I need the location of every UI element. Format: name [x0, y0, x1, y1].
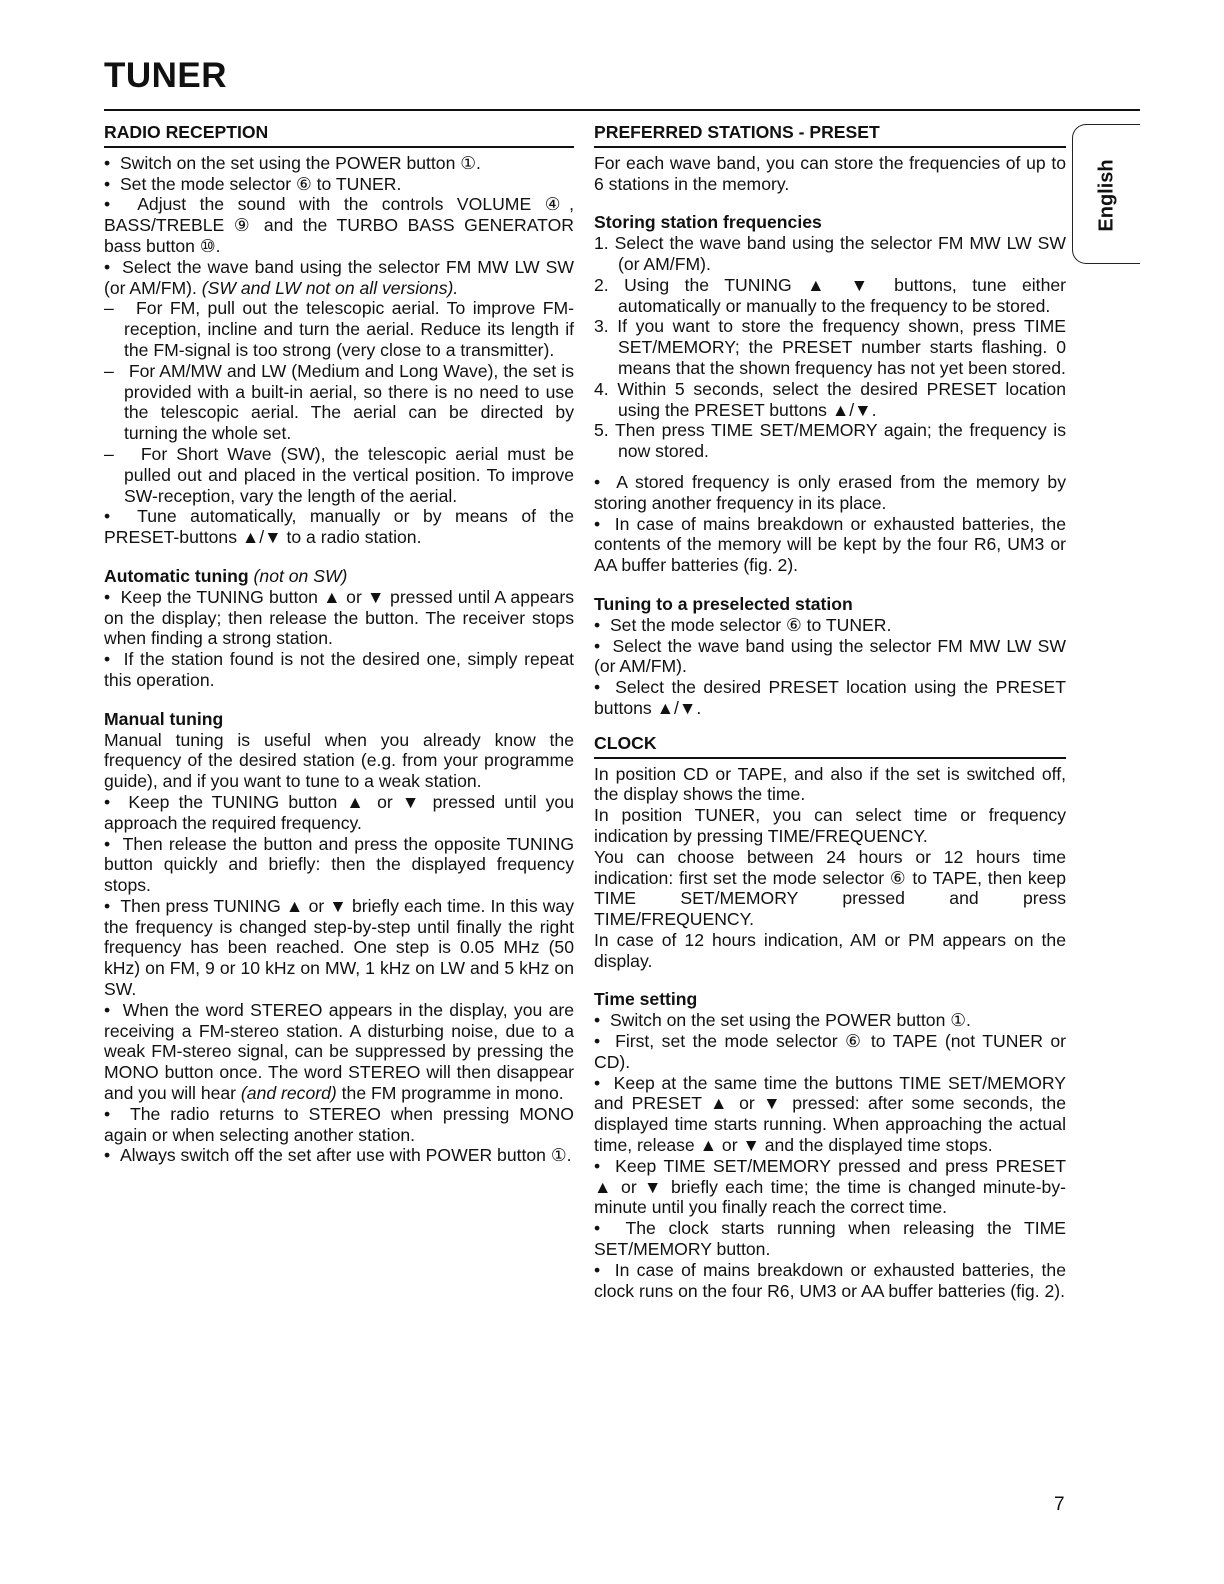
preset-note: • In case of mains breakdown or exhausted batteries, the contents of the memory will be kept by the four R6, UM3 or AA buffer batteries (fig. 2).: [594, 514, 1066, 576]
time-setting-item: • In case of mains breakdown or exhausted batteries, the clock runs on the four R6, UM3 or AA buffer batteries (fig. 2).: [594, 1260, 1066, 1302]
automatic-tuning-heading: Automatic tuning (not on SW): [104, 565, 348, 586]
radio-reception-item: [104, 257, 574, 299]
manual-tuning-item: • Then release the button and press the opposite TUNING button quickly and briefly: then the displayed frequency stops.: [104, 834, 574, 896]
page-title: TUNER: [104, 56, 228, 95]
time-setting-item: • Keep at the same time the buttons TIME SET/MEMORY and PRESET ▲ or ▼ pressed: after some seconds, the displayed time starts running. When approaching the actual time, release ▲ or ▼ and the displayed time stops.: [594, 1073, 1066, 1156]
automatic-tuning-note: (not on SW): [253, 565, 348, 586]
time-setting-item: • The clock starts running when releasing the TIME SET/MEMORY button.: [594, 1218, 1066, 1260]
clock-paragraph: In position TUNER, you can select time or frequency indication by pressing TIME/FREQUENCY.: [594, 805, 1066, 846]
storing-step: 2. Using the TUNING ▲ ▼ buttons, tune either automatically or manually to the frequency to be stored.: [594, 274, 1066, 316]
preselected-item: • Set the mode selector ⑥ to TUNER.: [594, 615, 1066, 636]
radio-reception-item: • Adjust the sound with the controls VOLUME ④, BASS/TREBLE ⑨ and the TURBO BASS GENERATOR bass button ⑩.: [104, 194, 574, 256]
time-setting-item: • First, set the mode selector ⑥ to TAPE (not TUNER or CD).: [594, 1031, 1066, 1073]
storing-step: 1. Select the wave band using the selector FM MW LW SW (or AM/FM).: [594, 233, 1066, 274]
manual-tuning-item: • Always switch off the set after use with POWER button ①.: [104, 1145, 574, 1166]
radio-reception-item: • Tune automatically, manually or by means of the PRESET-buttons ▲/▼ to a radio station.: [104, 506, 574, 548]
manual-tuning-item: • Keep the TUNING button ▲ or ▼ pressed until you approach the required frequency.: [104, 792, 574, 834]
manual-tuning-heading: Manual tuning: [104, 708, 224, 729]
automatic-tuning-item: • Keep the TUNING button ▲ or ▼ pressed until A appears on the display; then release the button. The receiver stops when finding a strong station.: [104, 587, 574, 649]
preferred-stations-intro: For each wave band, you can store the frequencies of up to 6 stations in the memory.: [594, 152, 1066, 194]
storing-step: 3. If you want to store the frequency shown, press TIME SET/MEMORY; the PRESET number starts flashing. 0 means that the shown frequency has not yet been stored.: [594, 316, 1066, 378]
automatic-tuning-item: • If the station found is not the desired one, simply repeat this operation.: [104, 649, 574, 691]
language-label: English: [1095, 158, 1118, 232]
time-setting-item: • Keep TIME SET/MEMORY pressed and press PRESET ▲ or ▼ briefly each time; the time is changed minute-by-minute until you finally reach the correct time.: [594, 1156, 1066, 1218]
preferred-stations-heading: PREFERRED STATIONS - PRESET: [594, 122, 1066, 148]
wave-band-text: Select the wave band using the selector FM MW LW SW (or AM/FM).: [104, 256, 574, 298]
storing-heading: Storing station frequencies: [594, 212, 822, 233]
language-tab: [1072, 124, 1140, 264]
manual-tuning-item: • When the word STEREO appears in the display, you are receiving a FM-stereo station. A disturbing noise, due to a weak FM-stereo signal, can be suppressed by pressing the MONO button once. The word STEREO will then disappear and you will hear (and record) the FM programme in mono.: [104, 1000, 574, 1104]
time-setting-item: • Switch on the set using the POWER button ①.: [594, 1010, 1066, 1031]
clock-paragraph: In case of 12 hours indication, AM or PM appears on the display.: [594, 929, 1066, 971]
manual-tuning-item: • The radio returns to STEREO when pressing MONO again or when selecting another station.: [104, 1104, 574, 1146]
left-column: [104, 122, 574, 1166]
wave-band-note: (SW and LW not on all versions).: [201, 277, 459, 298]
storing-step: 4. Within 5 seconds, select the desired PRESET location using the PRESET buttons ▲/▼.: [594, 378, 1066, 420]
storing-step: 5. Then press TIME SET/MEMORY again; the frequency is now stored.: [594, 420, 1066, 462]
time-setting-heading: Time setting: [594, 989, 698, 1010]
preselected-item: • Select the desired PRESET location using the PRESET buttons ▲/▼.: [594, 677, 1066, 719]
preselected-item: • Select the wave band using the selector FM MW LW SW (or AM/FM).: [594, 636, 1066, 678]
radio-reception-heading: RADIO RECEPTION: [104, 122, 574, 148]
clock-heading: CLOCK: [594, 733, 1066, 759]
preset-note: • A stored frequency is only erased from the memory by storing another frequency in its place.: [594, 472, 1066, 514]
aerial-fm-item: – For FM, pull out the telescopic aerial. To improve FM-reception, incline and turn the aerial. Reduce its length if the FM-signal is too strong (very close to a transmitter).: [104, 298, 574, 360]
aerial-sw-item: – For Short Wave (SW), the telescopic aerial must be pulled out and placed in the vertical position. To improve SW-reception, vary the length of the aerial.: [104, 444, 574, 506]
preselected-heading: Tuning to a preselected station: [594, 593, 853, 614]
clock-paragraph: In position CD or TAPE, and also if the set is switched off, the display shows the time.: [594, 763, 1066, 805]
radio-reception-item: • Set the mode selector ⑥ to TUNER.: [104, 174, 574, 195]
page-number: 7: [1054, 1494, 1065, 1515]
and-record-note: (and record): [240, 1083, 337, 1104]
title-rule: [104, 109, 1140, 111]
manual-tuning-item: • Then press TUNING ▲ or ▼ briefly each time. In this way the frequency is changed step-by-step until finally the right frequency has been reached. One step is 0.05 MHz (50 kHz) on FM, 9 or 10 kHz on MW, 1 kHz on LW and 5 kHz on SW.: [104, 896, 574, 1000]
radio-reception-item: • Switch on the set using the POWER button ①.: [104, 153, 574, 174]
manual-tuning-intro: Manual tuning is useful when you already know the frequency of the desired station (e.g. from your programme guide), and if you want to tune to a weak station.: [104, 729, 574, 792]
aerial-am-item: – For AM/MW and LW (Medium and Long Wave), the set is provided with a built-in aerial, so there is no need to use the telescopic aerial. The aerial can be directed by turning the whole set.: [104, 361, 574, 444]
clock-paragraph: You can choose between 24 hours or 12 hours time indication: first set the mode selector ⑥ to TAPE, then keep TIME SET/MEMORY pressed and press TIME/FREQUENCY.: [594, 846, 1066, 930]
right-column: [594, 122, 1066, 1301]
